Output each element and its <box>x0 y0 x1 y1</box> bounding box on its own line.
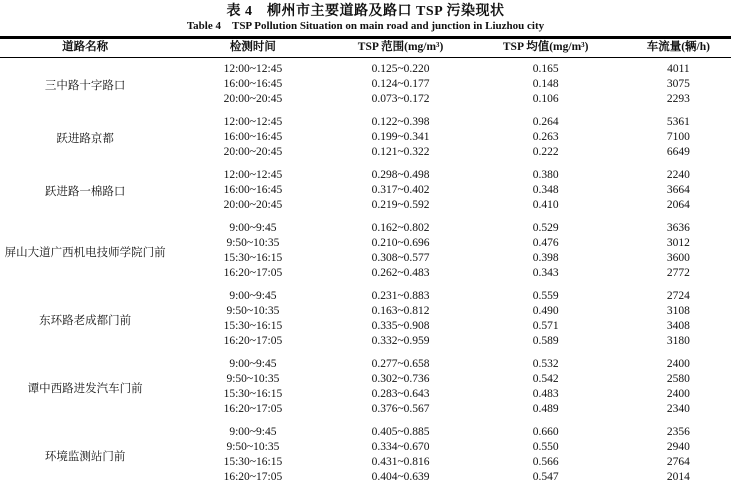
detection-time-cell: 9:00~9:45 <box>229 222 277 234</box>
tsp-range-cell: 0.376~0.567 <box>371 403 430 415</box>
traffic-flow-cell: 2772 <box>666 267 690 279</box>
road-name-cell: 屏山大道广西机电技师学院门前 <box>4 246 166 259</box>
traffic-flow-cell: 2724 <box>666 290 690 302</box>
tsp-mean-cell: 0.410 <box>532 199 559 211</box>
detection-time-cell: 9:50~10:35 <box>226 441 280 453</box>
header-row <box>0 38 731 58</box>
header-tsp-mean: TSP 均值(mg/m³) <box>502 41 589 53</box>
road-name-cell: 谭中西路进发汽车门前 <box>27 382 143 395</box>
road-name-cell: 东环路老成都门前 <box>39 314 132 327</box>
tsp-range-cell: 0.283~0.643 <box>371 388 430 400</box>
detection-time-cell: 16:00~16:45 <box>223 131 283 143</box>
table-row <box>0 164 731 183</box>
tsp-range-cell: 0.334~0.670 <box>371 441 430 453</box>
road-name-cell: 环境监测站门前 <box>44 450 126 463</box>
detection-time-cell: 15:30~16:15 <box>223 320 283 332</box>
table-caption-cn: 表 4 柳州市主要道路及路口 TSP 污染现状 <box>226 4 505 19</box>
traffic-flow-cell: 3180 <box>666 335 690 347</box>
tsp-range-cell: 0.262~0.483 <box>371 267 430 279</box>
tsp-mean-cell: 0.348 <box>532 184 559 196</box>
traffic-flow-cell: 2940 <box>666 441 690 453</box>
traffic-flow-cell: 3636 <box>666 222 690 234</box>
traffic-flow-cell: 2240 <box>666 169 690 181</box>
traffic-flow-cell: 2400 <box>666 388 690 400</box>
tsp-mean-cell: 0.490 <box>532 305 559 317</box>
traffic-flow-cell: 3012 <box>666 237 690 249</box>
detection-time-cell: 15:30~16:15 <box>223 388 283 400</box>
detection-time-cell: 9:00~9:45 <box>229 426 277 438</box>
traffic-flow-cell: 6649 <box>666 146 690 158</box>
tsp-range-cell: 0.124~0.177 <box>371 78 430 90</box>
tsp-mean-cell: 0.263 <box>532 131 559 143</box>
tsp-mean-cell: 0.165 <box>532 63 559 75</box>
detection-time-cell: 15:30~16:15 <box>223 252 283 264</box>
tsp-range-cell: 0.332~0.959 <box>371 335 430 347</box>
traffic-flow-cell: 3664 <box>666 184 690 196</box>
tsp-mean-cell: 0.529 <box>532 222 559 234</box>
table-header <box>0 38 731 58</box>
table-row <box>0 353 731 372</box>
tsp-mean-cell: 0.483 <box>532 388 559 400</box>
tsp-range-cell: 0.199~0.341 <box>371 131 430 143</box>
tsp-mean-cell: 0.148 <box>532 78 559 90</box>
table-row <box>0 285 731 304</box>
traffic-flow-cell: 2764 <box>666 456 690 468</box>
detection-time-cell: 20:00~20:45 <box>223 199 283 211</box>
traffic-flow-cell: 3075 <box>666 78 690 90</box>
tsp-range-cell: 0.405~0.885 <box>371 426 430 438</box>
tsp-pollution-table <box>0 36 731 485</box>
tsp-range-cell: 0.122~0.398 <box>371 116 430 128</box>
tsp-range-cell: 0.163~0.812 <box>371 305 430 317</box>
tsp-mean-cell: 0.589 <box>532 335 559 347</box>
detection-time-cell: 16:20~17:05 <box>223 471 283 483</box>
detection-time-cell: 9:50~10:35 <box>226 305 280 317</box>
tsp-range-cell: 0.125~0.220 <box>371 63 430 75</box>
traffic-flow-cell: 2293 <box>666 93 690 105</box>
traffic-flow-cell: 2356 <box>666 426 690 438</box>
tsp-range-cell: 0.231~0.883 <box>371 290 430 302</box>
tsp-range-cell: 0.210~0.696 <box>371 237 430 249</box>
tsp-mean-cell: 0.532 <box>532 358 559 370</box>
road-group <box>0 217 731 285</box>
tsp-range-cell: 0.308~0.577 <box>371 252 430 264</box>
tsp-mean-cell: 0.380 <box>532 169 559 181</box>
tsp-mean-cell: 0.660 <box>532 426 559 438</box>
detection-time-cell: 15:30~16:15 <box>223 456 283 468</box>
traffic-flow-cell: 2340 <box>666 403 690 415</box>
tsp-range-cell: 0.404~0.639 <box>371 471 430 483</box>
tsp-mean-cell: 0.542 <box>532 373 559 385</box>
detection-time-cell: 20:00~20:45 <box>223 93 283 105</box>
detection-time-cell: 12:00~12:45 <box>223 116 283 128</box>
traffic-flow-cell: 2014 <box>666 471 690 483</box>
tsp-mean-cell: 0.343 <box>532 267 559 279</box>
tsp-range-cell: 0.298~0.498 <box>371 169 430 181</box>
detection-time-cell: 9:00~9:45 <box>229 290 277 302</box>
road-group <box>0 164 731 217</box>
tsp-range-cell: 0.317~0.402 <box>371 184 430 196</box>
road-group <box>0 285 731 353</box>
tsp-mean-cell: 0.106 <box>532 93 559 105</box>
tsp-range-cell: 0.121~0.322 <box>371 146 430 158</box>
detection-time-cell: 12:00~12:45 <box>223 63 283 75</box>
road-group <box>0 421 731 485</box>
header-detection-time: 检测时间 <box>229 41 276 53</box>
detection-time-cell: 20:00~20:45 <box>223 146 283 158</box>
table-row <box>0 111 731 130</box>
detection-time-cell: 16:00~16:45 <box>223 78 283 90</box>
detection-time-cell: 16:20~17:05 <box>223 267 283 279</box>
traffic-flow-cell: 3408 <box>666 320 690 332</box>
detection-time-cell: 9:50~10:35 <box>226 237 280 249</box>
tsp-mean-cell: 0.559 <box>532 290 559 302</box>
tsp-range-cell: 0.431~0.816 <box>371 456 430 468</box>
tsp-mean-cell: 0.264 <box>532 116 559 128</box>
detection-time-cell: 16:20~17:05 <box>223 403 283 415</box>
road-name-cell: 三中路十字路口 <box>44 80 126 92</box>
header-traffic-flow: 车流量(辆/h) <box>646 41 710 53</box>
tsp-mean-cell: 0.222 <box>532 146 559 158</box>
road-name-cell: 跃进路京都 <box>56 133 114 145</box>
detection-time-cell: 16:00~16:45 <box>223 184 283 196</box>
detection-time-cell: 9:00~9:45 <box>229 358 277 370</box>
tsp-range-cell: 0.219~0.592 <box>371 199 430 211</box>
traffic-flow-cell: 4011 <box>667 63 690 75</box>
road-group <box>0 58 731 112</box>
table-caption-en: Table 4 TSP Pollution Situation on main road and junction in Liuzhou city <box>186 20 545 32</box>
header-tsp-range: TSP 范围(mg/m³) <box>357 41 444 53</box>
tsp-mean-cell: 0.398 <box>532 252 559 264</box>
traffic-flow-cell: 3600 <box>666 252 690 264</box>
tsp-mean-cell: 0.566 <box>532 456 559 468</box>
table-row <box>0 217 731 236</box>
tsp-range-cell: 0.073~0.172 <box>371 93 430 105</box>
tsp-range-cell: 0.277~0.658 <box>371 358 430 370</box>
traffic-flow-cell: 2400 <box>666 358 690 370</box>
road-group <box>0 353 731 421</box>
tsp-range-cell: 0.302~0.736 <box>371 373 430 385</box>
tsp-mean-cell: 0.550 <box>532 441 559 453</box>
header-road-name: 道路名称 <box>62 41 109 53</box>
traffic-flow-cell: 3108 <box>666 305 690 317</box>
detection-time-cell: 12:00~12:45 <box>223 169 283 181</box>
detection-time-cell: 9:50~10:35 <box>226 373 280 385</box>
traffic-flow-cell: 2064 <box>666 199 690 211</box>
tsp-range-cell: 0.335~0.908 <box>371 320 430 332</box>
tsp-mean-cell: 0.547 <box>532 471 559 483</box>
tsp-mean-cell: 0.476 <box>532 237 559 249</box>
tsp-range-cell: 0.162~0.802 <box>371 222 430 234</box>
traffic-flow-cell: 2580 <box>666 373 690 385</box>
detection-time-cell: 16:20~17:05 <box>223 335 283 347</box>
road-name-cell: 跃进路一棉路口 <box>44 186 126 198</box>
tsp-mean-cell: 0.571 <box>532 320 559 332</box>
table-row <box>0 58 731 78</box>
tsp-mean-cell: 0.489 <box>532 403 559 415</box>
table-row <box>0 421 731 440</box>
traffic-flow-cell: 7100 <box>666 131 690 143</box>
road-group <box>0 111 731 164</box>
traffic-flow-cell: 5361 <box>666 116 690 128</box>
